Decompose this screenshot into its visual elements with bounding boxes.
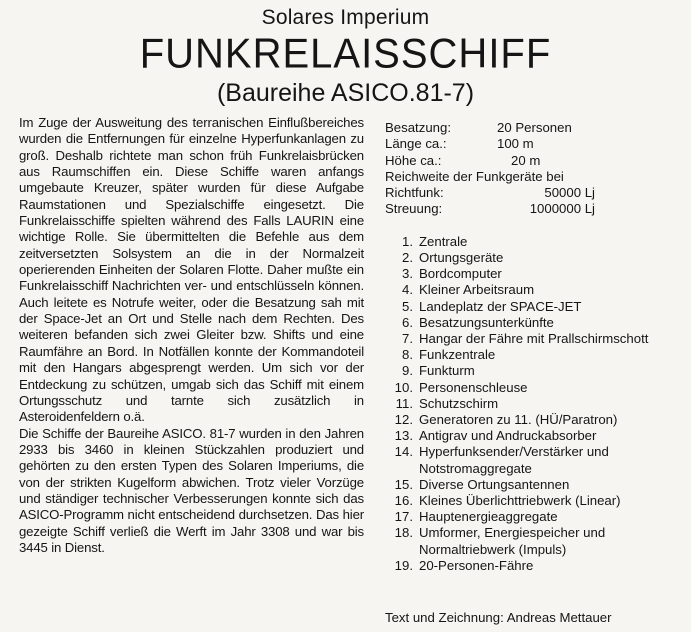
body-paragraph: Im Zuge der Ausweitung des terranischen Einflußbereiches wurden die Entfernungen für einzelne Hyperfunkanlagen zu groß. Deshalb richtete man schon früh Funkrelaisbrücken aus Raumschiffen ein. Diese Schiffe waren anfangs umgebaute Kreuzer, später wurden für diese Aufgabe Raumstationen und Spezialschiffe eingesetzt. Die Funkrelaisschiffe spielten während des Falls LAURIN eine wichtige Rolle. Sie übermittelten die Befehle aus dem zeitversetzten Solsystem an die in der Normalzeit operierenden Einheiten der Solaren Flotte. Daher mußte ein Funkrelaisschiff Nachrichten ver- und entschlüsseln können. Auch leitete es Notrufe weiter, oder die Besatzung sah mit der Space-Jet an Ort und Stelle nach dem Rechten. Des weiteren befanden sich zwei Gleiter bzw. Shifts und eine Raumfähre an Bord. In Notfällen konnte der Kommandoteil mit den Hangars abgesprengt werden. Um sich vor der Entdeckung zu schützen, umgab sich das Schiff mit einem Ortungsschutz und tarnte sich zusätzlich in Asteroidenfeldern o.ä. [19,115,364,425]
spec-value: 100 m [497,136,534,152]
legend-item [385,396,685,412]
legend-item [385,234,685,250]
legend-item [385,380,685,396]
legend-text: Hauptenergieaggregate [419,509,558,525]
legend-text: Kleiner Arbeitsraum [419,282,535,298]
legend-number: 8. [402,347,413,363]
legend-text: Hangar der Fähre mit Prallschirmschott [419,331,649,346]
legend-item [385,282,685,298]
legend-text: Landeplatz der SPACE-JET [419,298,582,314]
legend-text: Ortungsgeräte [419,249,504,265]
body-text [19,115,364,556]
legend-number: 19. [394,557,413,573]
legend-number: 16. [394,493,413,509]
spec-row-crew [385,120,685,136]
legend-number: 10. [394,379,413,395]
legend-text: 20-Personen-Fähre [419,557,534,573]
body-paragraph: Die Schiffe der Baureihe ASICO. 81-7 wurden in den Jahren 2933 bis 3460 in kleinen Stückzahlen produziert und gehörten zu den ersten Typen des Solaren Imperiums, die von der strikten Kugelform abwichen. Trotz vieler Vorzüge und ständiger technischer Verbesserungen konnte sich das ASICO-Programm nicht entscheidend durchsetzen. Das hier gezeigte Schiff verließ die Werft im Jahr 3308 und war bis 3445 in Dienst. [19,425,364,555]
legend-number: 14. [394,444,413,460]
legend-text: Personenschleuse [419,379,528,395]
legend-item [385,444,685,476]
legend-number: 3. [402,266,413,282]
legend-text: Antigrav und Andruckabsorber [419,428,597,444]
page-subtitle: (Baureihe ASICO.81-7) [216,79,475,107]
legend-item [385,412,685,428]
page-title: FUNKRELAISSCHIFF [139,30,552,78]
legend-text: Funkturm [419,363,475,379]
legend-item [385,363,685,379]
spec-value: 50000 Lj [544,185,595,201]
legend-item [385,477,685,493]
legend-number: 15. [394,476,413,492]
legend-number: 5. [402,298,413,314]
legend-number: 4. [402,282,413,298]
legend-text: Bordcomputer [419,266,502,282]
legend-text: Besatzungsunterkünfte [419,314,554,330]
spec-row-directional [385,185,685,201]
legend-text: Zentrale [419,233,468,249]
legend-text: Hyperfunksender/Verstärker und Notstromaggregate [419,444,609,476]
spec-value: 1000000 Lj [529,201,595,217]
legend-number: 2. [402,249,413,265]
spec-label: Streuung: [385,201,443,217]
spec-label: Länge ca.: [385,136,447,152]
spec-row-length [385,136,685,152]
spec-value: 20 m [511,152,541,168]
spec-row-scatter [385,201,685,217]
legend-text: Umformer, Energiespeicher und Normaltriebwerk (Impuls) [419,525,606,557]
legend-number: 11. [395,395,413,411]
legend-list [385,234,685,574]
legend-text: Schutzschirm [419,395,499,411]
spec-row-height [385,153,685,169]
legend-item [385,315,685,331]
credit-line: Text und Zeichnung: Andreas Mettauer [385,610,612,625]
legend-item [385,525,685,557]
document-header [0,6,691,108]
legend-item [385,331,685,347]
legend-text: Generatoren zu 11. (HÜ/Paratron) [419,412,618,428]
legend-number: 12. [394,412,413,428]
legend-item [385,558,685,574]
spec-label: Höhe ca.: [385,152,442,168]
spec-value: 20 Personen [497,120,572,135]
legend-item [385,509,685,525]
legend-item [385,493,685,509]
kicker: Solares Imperium [261,6,430,29]
spec-label: Besatzung: [385,120,451,135]
spec-column [385,120,685,574]
legend-text: Diverse Ortungsantennen [419,476,570,492]
legend-number: 9. [402,363,413,379]
legend-item [385,428,685,444]
legend-number: 6. [402,314,413,330]
legend-item [385,250,685,266]
legend-number: 18. [394,525,413,541]
legend-number: 17. [394,509,413,525]
legend-number: 1. [402,233,413,249]
legend-text: Kleines Überlichttriebwerk (Linear) [419,493,621,509]
legend-number: 7. [402,331,413,346]
range-heading: Reichweite der Funkgeräte bei [385,168,564,184]
legend-item [385,266,685,282]
legend-number: 13. [394,428,413,444]
legend-item [385,299,685,315]
spec-label: Richtfunk: [385,185,444,201]
legend-text: Funkzentrale [419,347,496,363]
legend-item [385,347,685,363]
